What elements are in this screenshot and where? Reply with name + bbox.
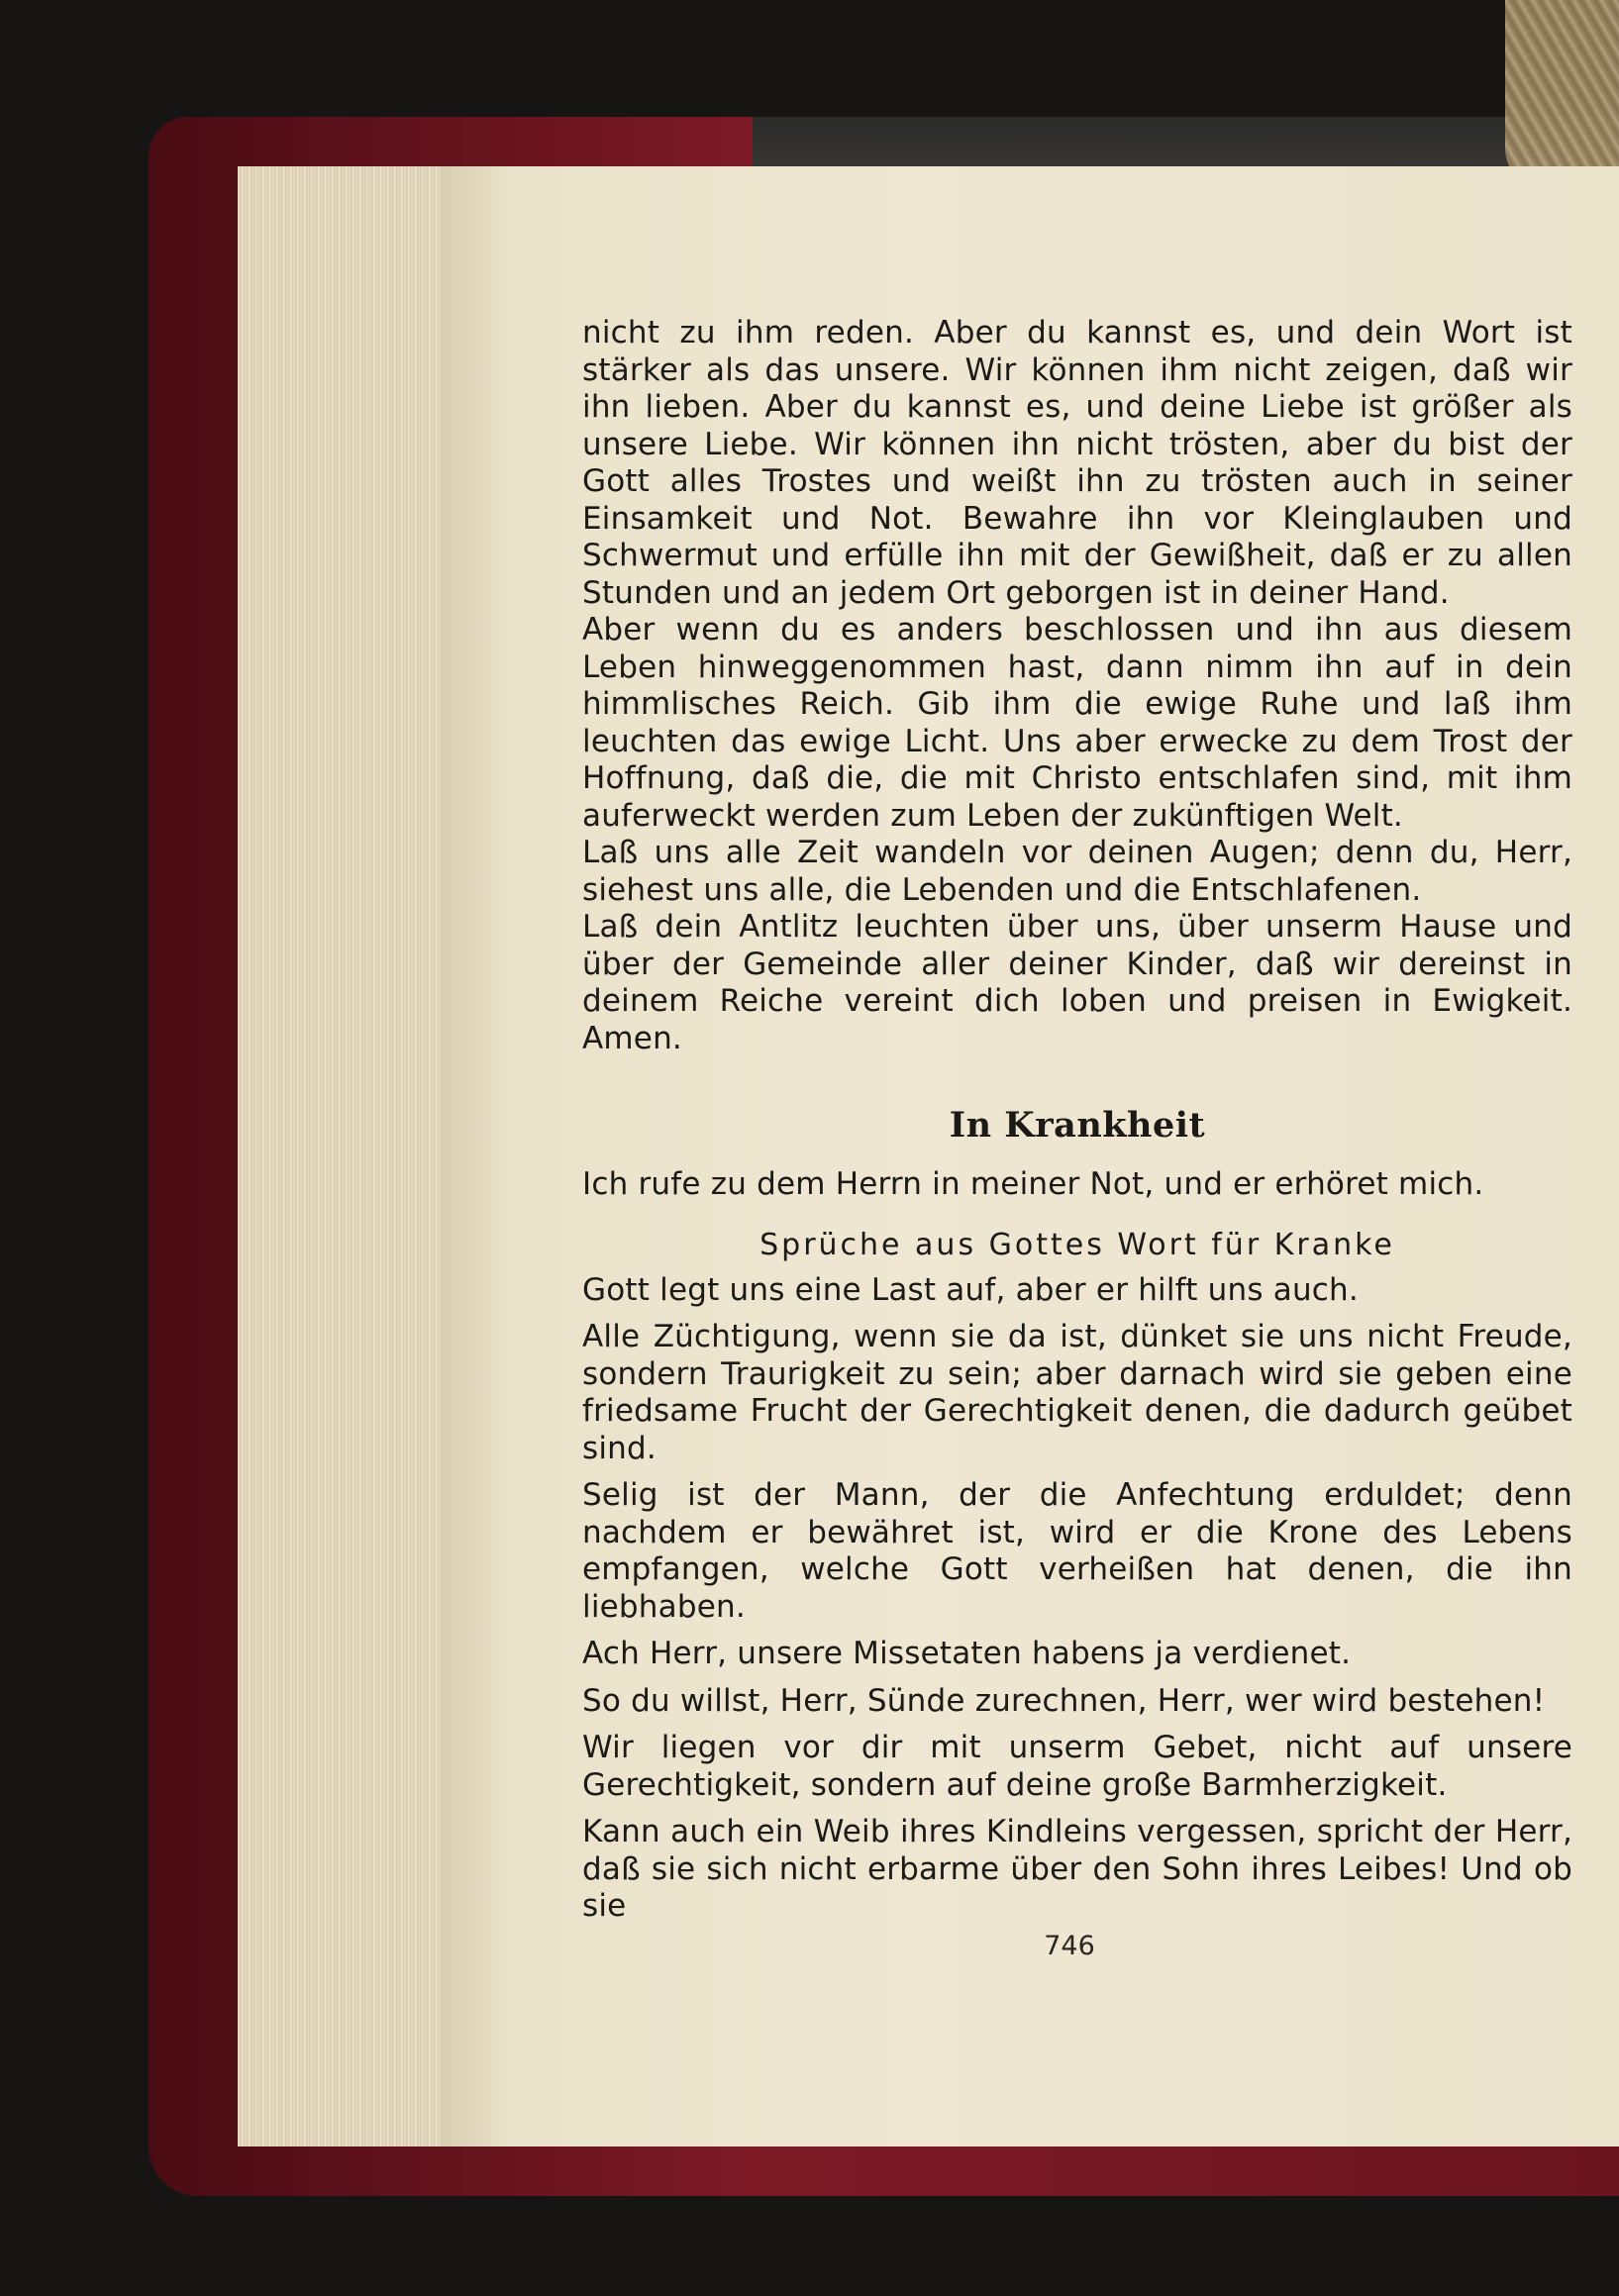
verse-3: Selig ist der Mann, der die Anfechtung erduldet; denn nachdem er bewähret ist, wird er die Krone des Lebens empfangen, welche Gott verheißen hat denen, die ihn liebhaben. bbox=[582, 1477, 1572, 1625]
verse-7: Kann auch ein Weib ihres Kindleins vergessen, spricht der Herr, daß sie sich nicht erbarme über den Sohn ihres Leibes! Und ob sie bbox=[582, 1814, 1572, 1924]
page-edges bbox=[238, 166, 446, 2146]
subheading: Sprüche aus Gottes Wort für Kranke bbox=[759, 1228, 1395, 1262]
verse-4: Ach Herr, unsere Missetaten habens ja verdienet. bbox=[582, 1636, 1352, 1671]
bookmark-ribbon bbox=[1505, 0, 1619, 188]
verse-1: Gott legt uns eine Last auf, aber er hilft uns auch. bbox=[582, 1271, 1359, 1308]
verse-2: Alle Züchtigung, wenn sie da ist, dünket sie uns nicht Freude, sondern Traurigkeit zu sein; aber darnach wird sie geben eine friedsame Frucht der Gerechtigkeit denen, die dadurch geübet sind. bbox=[582, 1319, 1572, 1466]
section-intro: Ich rufe zu dem Herrn in meiner Not, und er erhöret mich. bbox=[582, 1165, 1484, 1202]
page-number: 746 bbox=[1044, 1931, 1095, 1961]
prayer-paragraph-1: nicht zu ihm reden. Aber du kannst es, und dein Wort ist stärker als das unsere. Wir können ihm nicht zeigen, daß wir ihn lieben. Aber du kannst es, und deine Liebe ist größer als unsere Liebe. Wir können ihn nicht trösten, aber du bist der Gott alles Trostes und weißt ihn zu trösten auch in seiner Einsamkeit und Not. Bewahre ihn vor Kleinglauben und Schwermut und erfülle ihn mit der Gewißheit, daß er zu allen Stunden und an jedem Ort geborgen ist in deiner Hand. bbox=[582, 315, 1572, 611]
verse-5: So du willst, Herr, Sünde zurechnen, Herr, wer wird bestehen! bbox=[582, 1682, 1546, 1719]
prayer-paragraph-3: Laß uns alle Zeit wandeln vor deinen Augen; denn du, Herr, siehest uns alle, die Lebenden und die Entschlafenen. bbox=[582, 835, 1572, 908]
page-text bbox=[582, 315, 1572, 1926]
prayer-paragraph-4: Laß dein Antlitz leuchten über uns, über unserm Hause und über der Gemeinde aller deiner Kinder, daß wir dereinst in deinem Reiche vereint dich loben und preisen in Ewigkeit. Amen. bbox=[582, 909, 1572, 1056]
verse-6: Wir liegen vor dir mit unserm Gebet, nicht auf unsere Gerechtigkeit, sondern auf deine große Barmherzigkeit. bbox=[582, 1730, 1572, 1803]
section-heading: In Krankheit bbox=[949, 1105, 1206, 1146]
prayer-paragraph-2: Aber wenn du es anders beschlossen und ihn aus diesem Leben hinweggenommen hast, dann nimm ihn auf in dein himmlisches Reich. Gib ihm die ewige Ruhe und laß ihm leuchten das ewige Licht. Uns aber erwecke zu dem Trost der Hoffnung, daß die, die mit Christo entschlafen sind, mit ihm auferweckt werden zum Leben der zukünftigen Welt. bbox=[582, 612, 1572, 834]
